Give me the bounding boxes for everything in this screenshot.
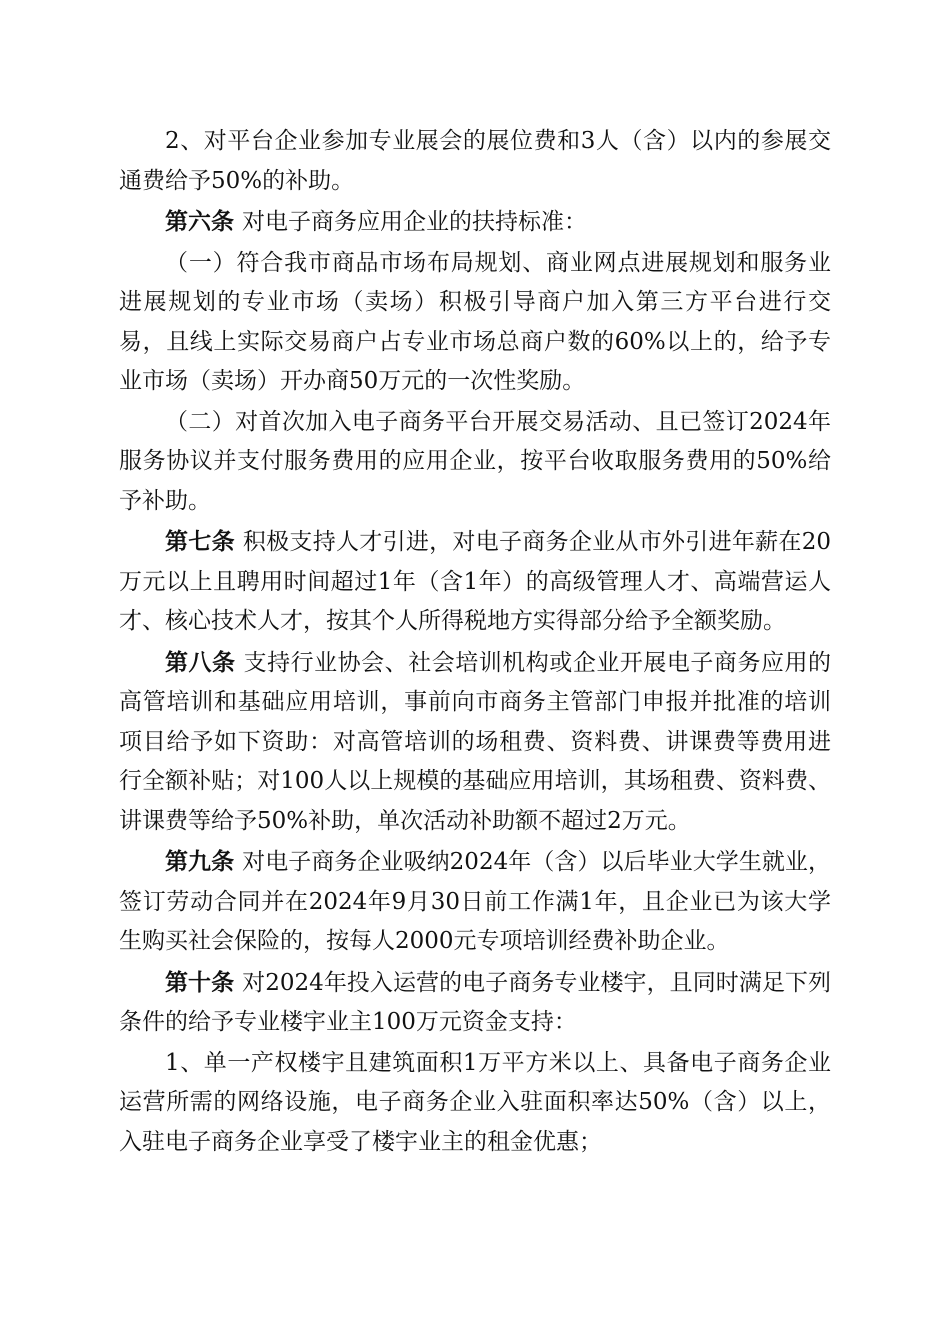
paragraph-condition-1 <box>119 1044 831 1163</box>
article-heading: 第七条 <box>165 528 235 555</box>
paragraph-text: 支持行业协会、社会培训机构或企业开展电子商务应用的高管培训和基础应用培训，事前向市商务主管部门申报并批准的培训项目给予如下资助：对高管培训的场租费、资料费、讲课费等费用进行全额补贴；对100人以上规模的基础应用培训，其场租费、资料费、讲课费等给予50%补助，单次活动补助额不超过2万元。 <box>119 649 832 834</box>
article-heading: 第十条 <box>165 968 235 996</box>
article-heading: 第九条 <box>165 848 235 875</box>
paragraph-text: 1、单一产权楼宇且建筑面积1万平方米以上、具备电子商务企业运营所需的网络设施，电子商务企业入驻面积率达50%（含）以上，入驻电子商务企业享受了楼宇业主的租金优惠； <box>119 1049 831 1155</box>
paragraph-article-10 <box>119 963 831 1043</box>
paragraph-article-9 <box>119 842 831 962</box>
paragraph-item-2 <box>119 122 831 201</box>
article-heading: 第六条 <box>165 208 234 235</box>
paragraph-text: （一）符合我市商品市场布局规划、商业网点进展规划和服务业进展规划的专业市场（卖场）积极引导商户加入第三方平台进行交易，且线上实际交易商户占专业市场总商户数的60%以上的，给予专业市场（卖场）开办商50万元的一次性奖励。 <box>119 249 831 394</box>
paragraph-clause-2 <box>119 403 831 522</box>
paragraph-text: 对2024年投入运营的电子商务专业楼宇，且同时满足下列条件的给予专业楼宇业主100万元资金支持： <box>119 969 831 1035</box>
paragraph-text: 2、对平台企业参加专业展会的展位费和3人（含）以内的参展交通费给予50%的补助。 <box>119 128 831 194</box>
article-heading: 第八条 <box>165 648 236 676</box>
document-body <box>119 122 831 1163</box>
paragraph-text: （二）对首次加入电子商务平台开展交易活动、且已签订2024年服务协议并支付服务费用的应用企业，按平台收取服务费用的50%给予补助。 <box>119 408 831 514</box>
paragraph-article-7 <box>119 522 831 642</box>
paragraph-text: 积极支持人才引进，对电子商务企业从市外引进年薪在20万元以上且聘用时间超过1年（含1年）的高级管理人才、高端营运人才、核心技术人才，按其个人所得税地方实得部分给予全额奖励。 <box>119 529 831 634</box>
paragraph-article-8 <box>119 643 831 842</box>
paragraph-article-6 <box>119 202 831 243</box>
paragraph-text: 对电子商务应用企业的扶持标准： <box>242 209 587 235</box>
paragraph-text: 对电子商务企业吸纳2024年（含）以后毕业大学生就业，签订劳动合同并在2024年9月30日前工作满1年，且企业已为该大学生购买社会保险的，按每人2000元专项培训经费补助企业。 <box>119 849 831 954</box>
paragraph-clause-1 <box>119 244 831 402</box>
